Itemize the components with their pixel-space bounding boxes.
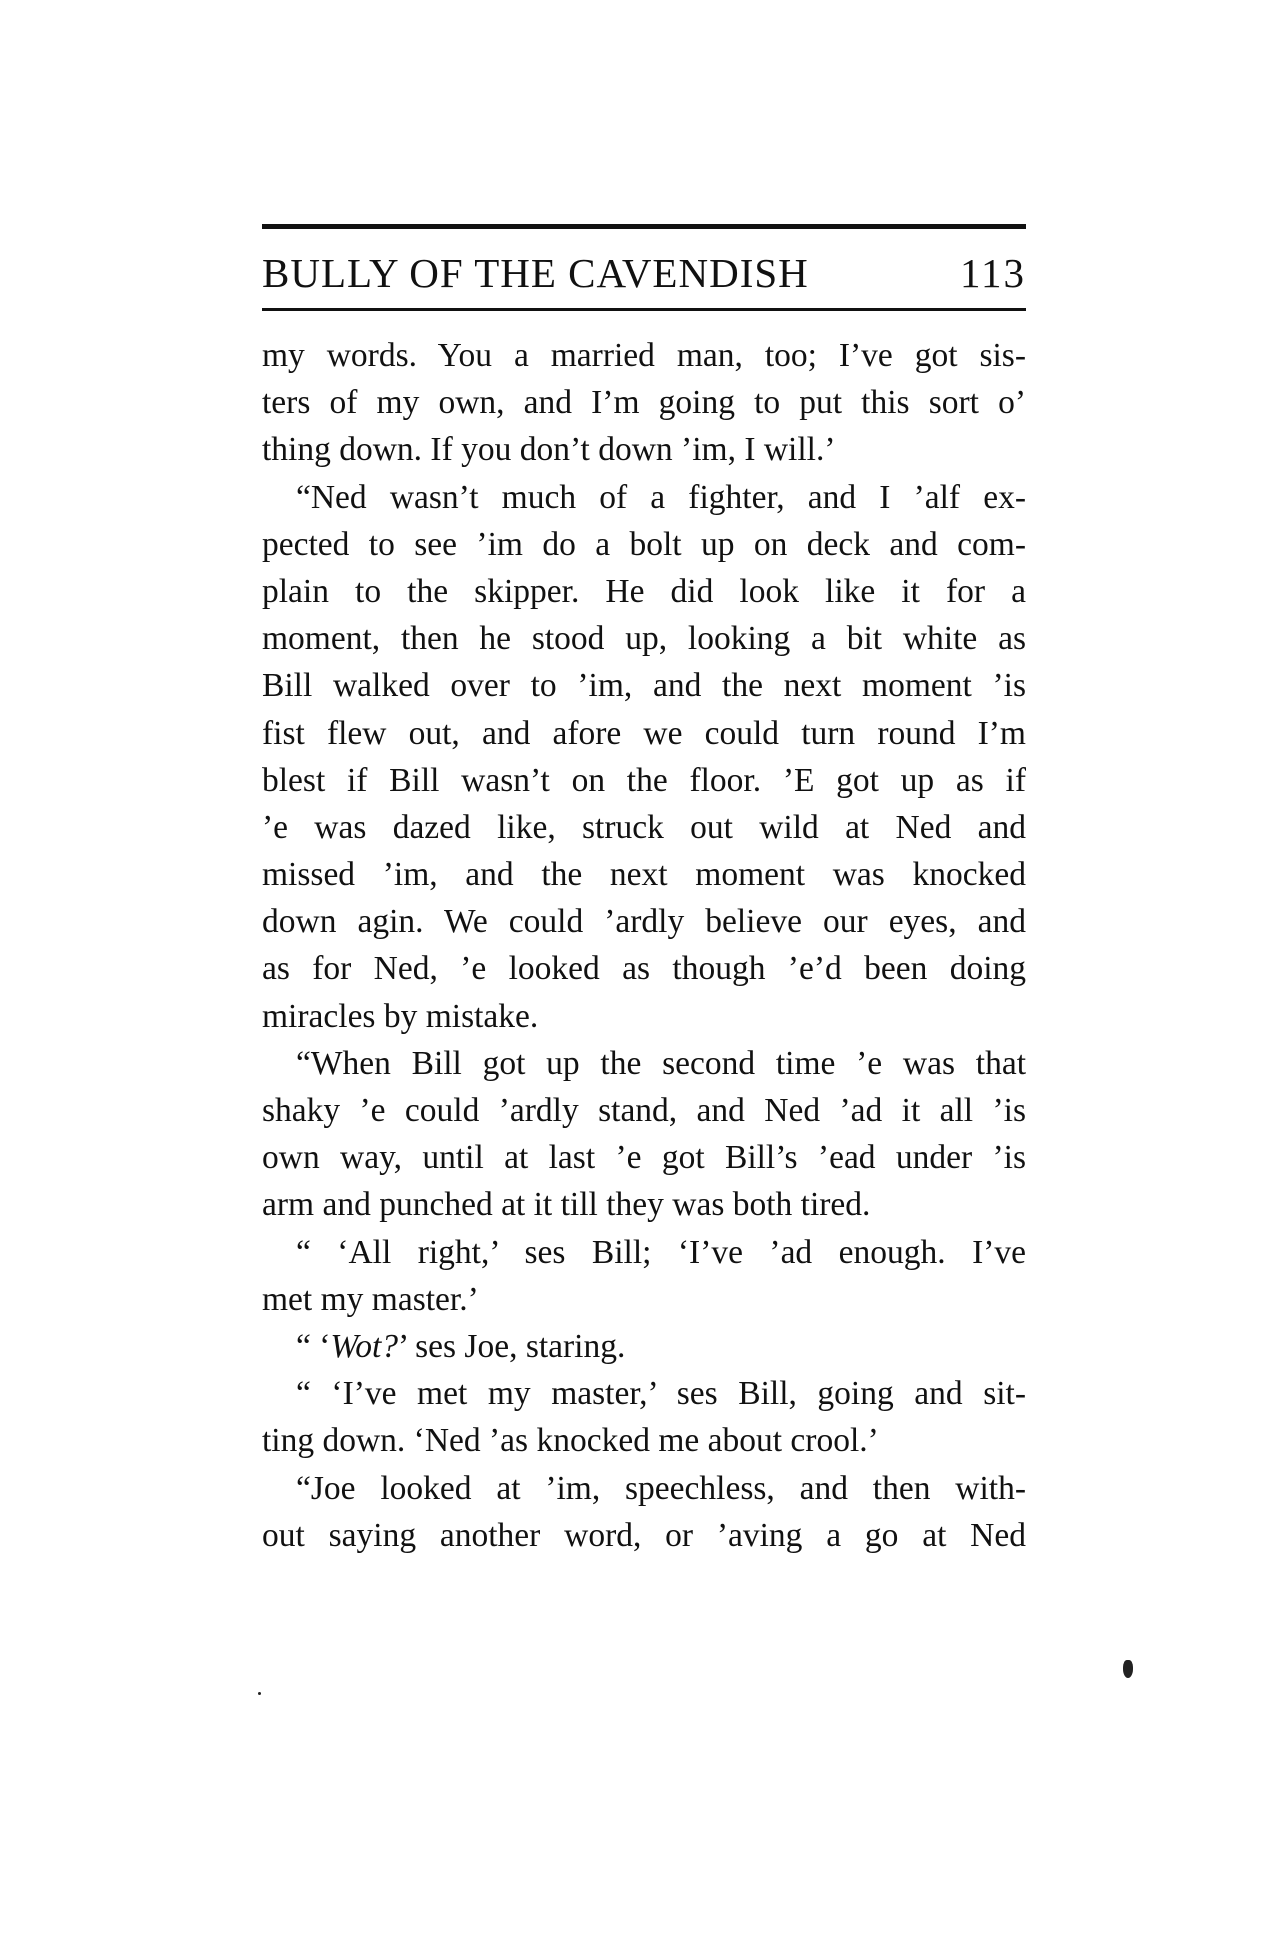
text-line: arm and punched at it till they was both tired. (262, 1186, 871, 1224)
text-line: as for Ned, ’e looked as though ’e’d been doing (262, 950, 1026, 988)
text-line: met my master.’ (262, 1280, 479, 1318)
text-line: Bill walked over to ’im, and the next moment ’is (262, 667, 1026, 705)
text-line: plain to the skipper. He did look like it for a (262, 572, 1026, 610)
ink-speck (1123, 1660, 1133, 1678)
text-line: “ ‘Wot?’ ses Joe, staring. (296, 1327, 626, 1365)
text-line: ters of my own, and I’m going to put this sort o’ (262, 384, 1026, 422)
text-line: moment, then he stood up, looking a bit white as (262, 620, 1026, 658)
text-line: own way, until at last ’e got Bill’s ’ead under ’is (262, 1139, 1026, 1177)
text-line: shaky ’e could ’ardly stand, and Ned ’ad it all ’is (262, 1092, 1026, 1129)
page-number: 113 (960, 250, 1026, 296)
running-title: BULLY OF THE CAVENDISH (262, 250, 809, 296)
text-line: “Joe looked at ’im, speechless, and then with- (296, 1469, 1026, 1507)
text-line: my words. You a married man, too; I’ve got sis- (262, 337, 1026, 374)
text-line: fist flew out, and afore we could turn round I’m (262, 714, 1026, 752)
ink-speck (258, 1692, 261, 1695)
text-line: out saying another word, or ’aving a go at Ned (262, 1516, 1026, 1554)
body-text (262, 332, 1026, 1559)
header-rule-top (262, 224, 1026, 229)
text-line: blest if Bill wasn’t on the floor. ’E got up as if (262, 761, 1026, 799)
text-line: miracles by mistake. (262, 997, 539, 1035)
text-line: ting down. ‘Ned ’as knocked me about crool.’ (262, 1422, 879, 1460)
text-line: “ ‘I’ve met my master,’ ses Bill, going and sit- (296, 1375, 1026, 1413)
text-line: “ ‘All right,’ ses Bill; ‘I’ve ’ad enough. I’ve (296, 1233, 1026, 1271)
text-line: pected to see ’im do a bolt up on deck and com- (262, 525, 1026, 563)
text-line: ’e was dazed like, struck out wild at Ned and (262, 808, 1026, 846)
text-line: missed ’im, and the next moment was knocked (262, 856, 1026, 894)
text-line: “Ned wasn’t much of a fighter, and I ’alf ex- (296, 478, 1026, 516)
text-line: down agin. We could ’ardly believe our eyes, and (262, 903, 1026, 941)
text-line: “When Bill got up the second time ’e was that (296, 1044, 1026, 1082)
header-rule-bottom (262, 308, 1026, 311)
running-header (262, 240, 1026, 306)
text-line: thing down. If you don’t down ’im, I will.’ (262, 431, 836, 469)
